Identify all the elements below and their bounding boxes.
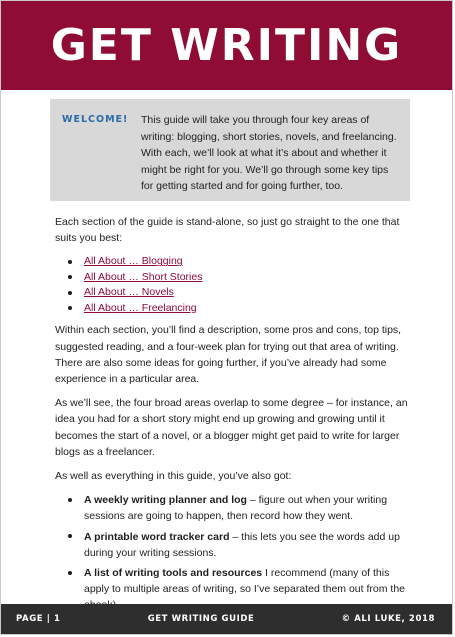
intro-paragraph: Each section of the guide is stand-alone, so just go straight to the one that suits you best: bbox=[55, 216, 400, 245]
list-item bbox=[84, 254, 410, 270]
page-header bbox=[1, 1, 452, 90]
list-item bbox=[84, 270, 410, 286]
link-blogging[interactable]: All About … Blogging bbox=[84, 255, 183, 268]
extras-paragraph: As well as everything in this guide, you’ve also got: bbox=[55, 470, 292, 483]
description-paragraph: Within each section, you’ll find a description, some pros and cons, top tips, suggested reading, and a four-week plan for trying out that area of writing. There are also some ideas for going further, if you’ve already had some experience in a particular area. bbox=[55, 324, 402, 386]
resource-description: – figure out when your writing sessions are going to happen, then record how they went. bbox=[84, 494, 388, 523]
page-title: GET WRITING bbox=[50, 19, 403, 71]
list-item bbox=[84, 492, 410, 524]
main-content bbox=[55, 214, 410, 618]
footer-guide-title: GET WRITING GUIDE bbox=[147, 614, 255, 624]
list-item bbox=[84, 301, 410, 317]
link-short-stories[interactable]: All About … Short Stories bbox=[84, 270, 203, 283]
link-freelancing[interactable]: All About … Freelancing bbox=[84, 301, 197, 314]
page-number: PAGE | 1 bbox=[16, 614, 61, 624]
list-item bbox=[84, 285, 410, 301]
resource-title: A weekly writing planner and log bbox=[84, 494, 247, 507]
welcome-label: WELCOME! bbox=[62, 114, 129, 125]
list-item bbox=[84, 529, 410, 561]
overlap-paragraph: As we’ll see, the four broad areas overlap to some degree – for instance, an idea you had for a short story might end up growing and growing until it becomes the start of a novel, or a blogger might get paid to write for larger blogs as a freelancer. bbox=[55, 397, 408, 458]
resources-list bbox=[55, 492, 410, 613]
resource-description: I recommend (many of this apply to multiple areas of writing, so I’ve separated them out from the bbox=[84, 567, 405, 596]
footer-copyright: © ALI LUKE, 2018 bbox=[341, 614, 435, 624]
section-links-list bbox=[55, 254, 410, 316]
page-footer bbox=[1, 604, 452, 634]
resource-title: A printable word tracker card bbox=[84, 530, 230, 543]
link-novels[interactable]: All About … Novels bbox=[84, 286, 174, 299]
resource-title: A list of writing tools and resources bbox=[84, 567, 263, 580]
welcome-text: This guide will take you through four key areas of writing: blogging, short stories, novels, and freelancing. With each, we’ll look at what it’s about and whether it might be right for you. We’ll go through some key tips for getting started and for going further, too. bbox=[141, 114, 397, 192]
resource-description: – this lets you see the words add up during your writing sessions. bbox=[84, 530, 400, 559]
welcome-box bbox=[50, 99, 410, 201]
